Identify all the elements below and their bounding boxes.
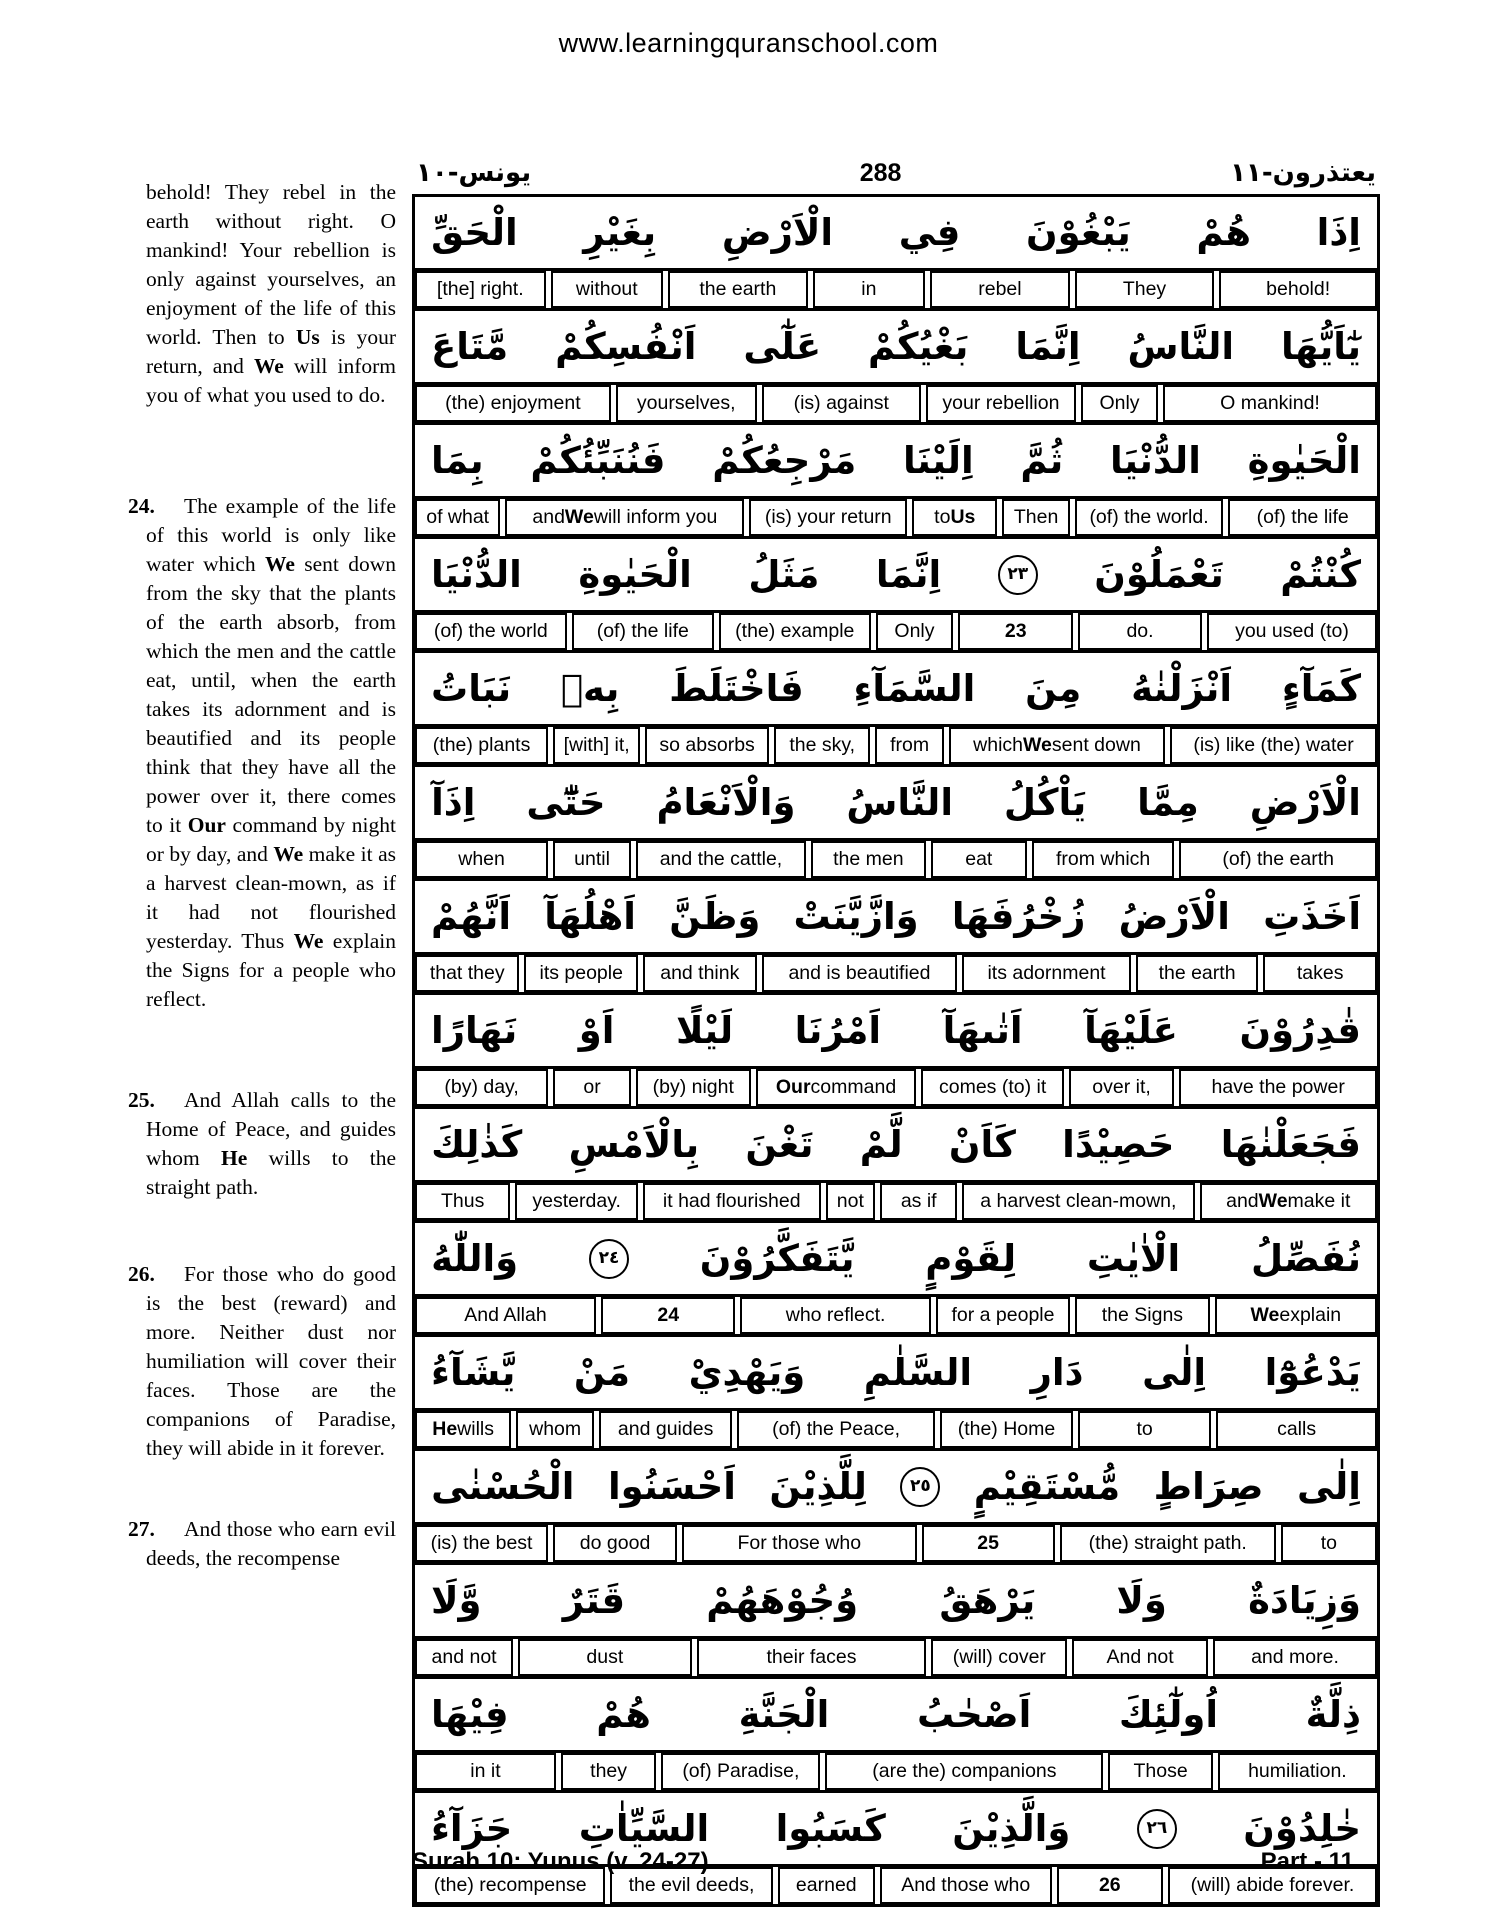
translation-box: Those [1108,1753,1212,1790]
arabic-word: اِذَآ [431,781,476,824]
arabic-word: كَاَنْ [948,1123,1016,1166]
quran-row [415,653,1377,767]
translation-box: or [553,1069,631,1106]
arabic-word: مُّسْتَقِيْمٍ [973,1465,1121,1508]
translation-box-row [415,1636,1377,1676]
quran-row [415,425,1377,539]
translation-box: (the) example [719,613,871,650]
surah-name-arabic-left: يونس-١٠ [416,158,532,188]
quran-row [415,1679,1377,1793]
translation-box: their faces [697,1639,927,1676]
translation-box: O mankind! [1163,385,1377,422]
quran-row [415,767,1377,881]
arabic-word: وَلَا [1116,1579,1167,1622]
verse-translation-text: The example of the life of this world is only like water which We sent down from the sky that the plants of the earth absorb, from which the men and the cattle eat, until, when the earth takes its adornment and is beautified and its people think that they have all the power over it, there comes to it Our command by night or by day, and We make it as a harvest clean-mown, as if it had not flourished yesterday. Thus We explain the Signs for a people who reflect. [146,494,396,1011]
translation-box: They [1075,271,1215,308]
translation-box: and think [643,955,757,992]
translation-box: and not [415,1639,513,1676]
translation-box: (of) the world. [1075,499,1224,536]
translation-box-row [415,724,1377,764]
arabic-word: مِمَّا [1137,781,1199,824]
arabic-word: لِقَوْمٍ [925,1237,1017,1280]
translation-box-row [415,1750,1377,1790]
arabic-word: اِنَّمَا [875,553,942,596]
translation-box: dust [518,1639,691,1676]
translation-box: and We will inform you [505,499,744,536]
translation-box: [the] right. [415,271,546,308]
arabic-word: قٰدِرُوْنَ [1239,1009,1361,1052]
translation-box: (the) straight path. [1060,1525,1276,1562]
quran-row [415,1109,1377,1223]
arabic-word: ذِلَّةٌ [1305,1693,1361,1736]
arabic-word: اَنْفُسِكُمْ [555,325,697,368]
translation-box: (will) cover [931,1639,1067,1676]
translation-box: (of) the earth [1179,841,1377,878]
translation-box: We explain [1215,1297,1377,1334]
site-url: www.learningquranschool.com [558,28,939,58]
translation-box: (by) day, [415,1069,548,1106]
arabic-word: اِنَّمَا [1015,325,1081,368]
arabic-word: وَزِيَادَةٌ [1248,1579,1361,1622]
arabic-word: كُنْتُمْ [1280,553,1361,596]
translation-box: (of) the life [572,613,714,650]
translation-box-row [415,838,1377,878]
arabic-word: اَصْحٰبُ [917,1693,1032,1736]
translation-box: (of) the world [415,613,567,650]
arabic-word: وَازَّيَّنَتْ [793,895,919,938]
translation-box: who reflect. [740,1297,930,1334]
arabic-line [415,1679,1377,1750]
arabic-word: السَّمَآءِ [853,667,976,710]
arabic-word: تَغْنَ [745,1123,814,1166]
translation-box: to [1078,1411,1211,1448]
translation-box: your rebellion [926,385,1076,422]
arabic-line [415,1109,1377,1180]
translation-box: have the power [1179,1069,1377,1106]
translation-box: yesterday. [515,1183,638,1220]
arabic-word: النَّاسُ [846,781,954,824]
translation-box: eat [931,841,1027,878]
translation-box: when [415,841,548,878]
arabic-word: اَنْزَلْنٰهُ [1131,667,1233,710]
arabic-line [415,767,1377,838]
arabic-line [415,311,1377,382]
quran-row [415,1337,1377,1451]
page-header [412,146,1380,188]
arabic-word: بِهٖ [560,667,620,710]
arabic-line [415,425,1377,496]
arabic-word: وَالْاَنْعَامُ [656,781,796,824]
main-content [412,146,1380,1907]
verse-number: 27. [128,1517,155,1541]
translation-box: Then [1002,499,1069,536]
sidebar-paragraph [128,178,396,410]
translation-box: and more. [1213,1639,1377,1676]
arabic-word: الْاَرْضُ [1118,895,1230,938]
arabic-word: اَخَذَتِ [1263,895,1361,938]
translation-box: (is) your return [749,499,907,536]
arabic-word: ثُمَّ [1020,439,1064,482]
arabic-word: يَّتَفَكَّرُوْنَ [699,1237,855,1280]
translation-box-row [415,610,1377,650]
arabic-word: الْاَرْضِ [721,211,834,254]
arabic-line [415,1337,1377,1408]
arabic-word: وَظَنَّ [669,895,761,938]
arabic-word: اِلَيْنَا [903,439,974,482]
translation-box: to Us [912,499,997,536]
quran-row [415,1223,1377,1337]
quran-row [415,995,1377,1109]
quran-row [415,539,1377,653]
translation-box: and We make it [1200,1183,1378,1220]
translation-box: (are the) companions [825,1753,1103,1790]
quran-row [415,1565,1377,1679]
arabic-word: الْحَيٰوةِ [1247,439,1361,482]
arabic-word: فِيْهَا [431,1693,509,1736]
verse-translation-text: behold! They rebel in the earth without right. O mankind! Your rebellion is only against yourselves, an enjoyment of the life of this world. Then to Us is your return, and We will inform you of what you used to do. [146,180,397,407]
translation-box-row [415,268,1377,308]
translation-box: the earth [1136,955,1259,992]
arabic-word: الْحَيٰوةِ [578,553,692,596]
arabic-word: الْاٰيٰتِ [1086,1237,1181,1280]
arabic-word: اَمْرُنَا [794,1009,882,1052]
verse-translation-text: And those who earn evil deeds, the recompense [146,1517,396,1570]
arabic-word: الدُّنْيَا [1110,439,1201,482]
translation-box: (the) recompense [415,1867,605,1904]
arabic-word: الْاَرْضِ [1249,781,1361,824]
translation-box: to [1281,1525,1377,1562]
translation-box: for a people [936,1297,1070,1334]
translation-box-row [415,1180,1377,1220]
arabic-word: مَثَلُ [748,553,820,596]
arabic-word: بِغَيْرِ [583,211,657,254]
translation-box: that they [415,955,519,992]
translation-box: behold! [1219,271,1377,308]
translation-box: (of) the Peace, [737,1411,935,1448]
arabic-word: وَالَّذِيْنَ [952,1807,1071,1850]
translation-box: a harvest clean-mown, [962,1183,1194,1220]
arabic-line [415,995,1377,1066]
arabic-word: اَنَّهُمْ [431,895,512,938]
verse-translation-text: And Allah calls to the Home of Peace, and guides whom He wills to the straight path. [146,1088,396,1199]
arabic-line [415,1565,1377,1636]
verse-translation-text: For those who do good is the best (reward) and more. Neither dust nor humiliation will cover their faces. Those are the companions of Paradise, they will abide in it forever. [146,1262,396,1460]
verse-number: 25. [128,1088,155,1112]
ayah-end-marker: ٢٤ [589,1239,629,1279]
arabic-word: السَّلٰمِ [863,1351,973,1394]
footer-part-ref: Part - 11 [1260,1848,1354,1875]
arabic-line [415,881,1377,952]
arabic-word: يَاْكُلُ [1003,781,1087,824]
translation-box: (is) like (the) water [1170,727,1377,764]
arabic-word: اَوْ [578,1009,615,1052]
translation-box: 25 [922,1525,1055,1562]
arabic-word: وَيَهْدِيْ [688,1351,806,1394]
translation-box: so absorbs [645,727,769,764]
arabic-word: اِذَا [1316,211,1361,254]
arabic-line [415,539,1377,610]
translation-box: He wills [415,1411,511,1448]
footer-surah-ref: Surah 10: Yunus (v. 24-27) [412,1848,709,1875]
arabic-line [415,653,1377,724]
arabic-word: بِمَا [431,439,484,482]
arabic-word: عَلَيْهَآ [1084,1009,1178,1052]
arabic-word: الْحُسْنٰى [431,1465,575,1508]
arabic-word: يٰٓاَيُّهَا [1281,325,1361,368]
arabic-word: فَاخْتَلَطَ [669,667,804,710]
translation-box: its adornment [962,955,1130,992]
arabic-word: كَذٰلِكَ [431,1123,523,1166]
translation-box: its people [524,955,638,992]
arabic-word: اِلٰى [1296,1465,1361,1508]
translation-box: do good [553,1525,677,1562]
arabic-word: وَّلَا [431,1579,482,1622]
sidebar-paragraph [128,1086,396,1202]
translation-box: [with] it, [553,727,640,764]
translation-box: the men [811,841,926,878]
arabic-word: لَيْلًا [676,1009,734,1052]
translation-box: in it [415,1753,556,1790]
sidebar-paragraph [128,1515,396,1573]
arabic-word: لَّمْ [859,1123,903,1166]
translation-box: (the) plants [415,727,548,764]
translation-box: And not [1072,1639,1208,1676]
translation-box-row [415,1294,1377,1334]
arabic-word: نَهَارًا [431,1009,518,1052]
translation-box: whom [516,1411,594,1448]
translation-box: the earth [668,271,808,308]
arabic-word: فَجَعَلْنٰهَا [1220,1123,1361,1166]
translation-box: (will) abide forever. [1168,1867,1377,1904]
arabic-word: كَسَبُوا [775,1807,886,1850]
translation-box: it had flourished [643,1183,821,1220]
ayah-end-marker: ٢٦ [1137,1809,1177,1849]
page-footer [412,1848,1380,1876]
translation-box: do. [1078,613,1202,650]
arabic-word: مِنَ [1025,667,1082,710]
translation-box: and the cattle, [636,841,806,878]
translation-box: (the) Home [940,1411,1073,1448]
arabic-word: حَتّٰٓى [526,781,606,824]
arabic-word: مَّتَاعَ [431,325,509,368]
translation-box: (is) against [762,385,921,422]
arabic-word: اَتٰىهَآ [942,1009,1023,1052]
arabic-word: فِي [898,211,961,254]
translation-box-row [415,1408,1377,1448]
quran-row [415,1451,1377,1565]
arabic-word: يَدْعُوْٓا [1264,1351,1361,1394]
verse-number: 24. [128,494,155,518]
arabic-word: وَاللّٰهُ [431,1237,519,1280]
arabic-word: اِلٰى [1142,1351,1207,1394]
arabic-word: نُفَصِّلُ [1250,1237,1361,1280]
arabic-line [415,1223,1377,1294]
translation-box-row [415,382,1377,422]
translation-box: 23 [958,613,1073,650]
arabic-word: دَارِ [1030,1351,1084,1394]
translation-box: the sky, [774,727,870,764]
arabic-word: الْحَقِّ [431,211,518,254]
translation-sidebar [128,178,396,1573]
translation-box: (the) enjoyment [415,385,611,422]
arabic-word: حَصِيْدًا [1062,1123,1175,1166]
sidebar-paragraph [128,492,396,1014]
quran-row [415,197,1377,311]
arabic-word: اَحْسَنُوا [607,1465,736,1508]
arabic-word: اَهْلُهَآ [544,895,636,938]
arabic-line [415,197,1377,268]
arabic-word: فَنُنَبِّئُكُمْ [530,439,666,482]
arabic-word: تَعْمَلُوْنَ [1094,553,1224,596]
translation-box: calls [1216,1411,1377,1448]
translation-box: comes (to) it [921,1069,1063,1106]
translation-box: the evil deeds, [610,1867,772,1904]
arabic-word: خٰلِدُوْنَ [1243,1807,1361,1850]
translation-box: And those who [880,1867,1052,1904]
translation-box: yourselves, [616,385,757,422]
translation-box-row [415,496,1377,536]
arabic-word: يَبْغُوْنَ [1026,211,1131,254]
translation-box: (by) night [636,1069,751,1106]
translation-box: and guides [599,1411,732,1448]
arabic-word: قَتَرٌ [562,1579,626,1622]
translation-box: humiliation. [1218,1753,1377,1790]
arabic-word: عَلٰٓى [743,325,822,368]
arabic-word: بَغْيُكُمْ [868,325,969,368]
quran-row [415,881,1377,995]
arabic-word: كَمَآءٍ [1281,667,1361,710]
translation-box: the Signs [1075,1297,1209,1334]
translation-box: And Allah [415,1297,596,1334]
translation-box: rebel [930,271,1070,308]
translation-box: Only [876,613,954,650]
translation-box: 24 [601,1297,735,1334]
translation-box: Thus [415,1183,510,1220]
translation-box: they [561,1753,656,1790]
arabic-word: يَرْهَقُ [939,1579,1036,1622]
verse-number: 26. [128,1262,155,1286]
translation-box-row [415,1522,1377,1562]
arabic-word: بِالْاَمْسِ [568,1123,700,1166]
translation-box-row [415,952,1377,992]
translation-box: For those who [682,1525,917,1562]
quran-table [412,194,1380,1907]
arabic-word: زُخْرُفَهَا [951,895,1086,938]
translation-box-row [415,1066,1377,1106]
arabic-word: هُمْ [596,1693,651,1736]
arabic-word: جَزَآءُ [431,1807,513,1850]
translation-box: Only [1081,385,1158,422]
translation-box: from [875,727,944,764]
arabic-word: لِلَّذِيْنَ [769,1465,867,1508]
translation-box: takes [1263,955,1377,992]
section-name-arabic-right: يعتذرون-١١ [1230,158,1376,188]
translation-box: (of) Paradise, [661,1753,820,1790]
ayah-end-marker: ٢٣ [998,555,1038,595]
arabic-line [415,1451,1377,1522]
translation-box: you used (to) [1207,613,1377,650]
arabic-word: السَّيِّاٰتِ [578,1807,710,1850]
page-number: 288 [859,159,902,187]
arabic-word: مَرْجِعُكُمْ [712,439,857,482]
translation-box: in [813,271,925,308]
arabic-word: الْجَنَّةِ [738,1693,830,1736]
arabic-word: الدُّنْيَا [431,553,522,596]
ayah-end-marker: ٢٥ [900,1467,940,1507]
arabic-word: اُولٰٓئِكَ [1118,1693,1219,1736]
translation-box: from which [1032,841,1174,878]
arabic-word: نَبَاتُ [431,667,512,710]
arabic-word: صِرَاطٍ [1153,1465,1264,1508]
translation-box: not [826,1183,876,1220]
translation-box: (is) the best [415,1525,548,1562]
translation-box: and is beautified [762,955,958,992]
translation-box: of what [415,499,500,536]
arabic-word: النَّاسُ [1127,325,1235,368]
arabic-word: يَّشَآءُ [431,1351,516,1394]
arabic-word: هُمْ [1196,211,1252,254]
sidebar-paragraph [128,1260,396,1463]
arabic-word: مَنْ [573,1351,631,1394]
arabic-word: وُجُوْهَهُمْ [706,1579,859,1622]
translation-box: over it, [1069,1069,1174,1106]
translation-box: 26 [1057,1867,1163,1904]
translation-box: as if [880,1183,957,1220]
translation-box: Our command [756,1069,917,1106]
translation-box: (of) the life [1228,499,1377,536]
translation-box: earned [778,1867,875,1904]
translation-box: without [551,271,663,308]
translation-box: which We sent down [949,727,1165,764]
translation-box: until [553,841,631,878]
quran-row [415,311,1377,425]
